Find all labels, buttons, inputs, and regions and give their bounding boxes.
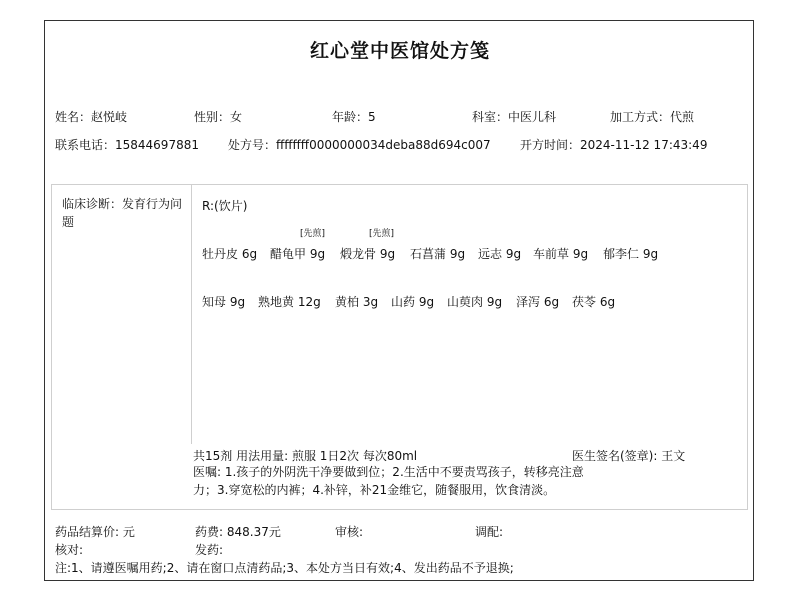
dispense-label: 调配: — [475, 525, 504, 539]
medical-advice: 医嘱: 1.孩子的外阴洗干净要做到位；2.生活中不要责骂孩子，转移亮注意力；3.穿宽松的内裤；4.补锌，补21金维它，随餐服用，饮食清淡。 — [193, 465, 584, 497]
patient-gender: 性别：女 — [194, 110, 243, 124]
herb-item: 车前草 9g — [533, 247, 589, 261]
page-title: 红心堂中医馆处方笺 — [309, 40, 490, 62]
herb-item: 牡丹皮 6g — [202, 247, 258, 261]
herb-note: [先煎] — [300, 229, 326, 239]
herb-item: 山萸肉 9g — [447, 295, 503, 309]
herb-item: 黄柏 3g — [335, 295, 379, 309]
herb-item: 山药 9g — [391, 295, 435, 309]
patient-age: 年龄：5 — [332, 110, 376, 124]
issue-label: 发药: — [195, 543, 224, 557]
herb-item: 知母 9g — [202, 295, 246, 309]
clinical-diagnosis: 临床诊断：发育行为问题 — [62, 197, 183, 229]
patient-dept: 科室：中医儿科 — [472, 110, 557, 124]
check-label: 核对: — [55, 543, 84, 557]
prescription-number: 处方号：ffffffff0000000034deba88d694c007 — [228, 138, 491, 152]
herb-item: 石菖蒲 9g — [410, 247, 466, 261]
review-label: 审核: — [335, 525, 364, 539]
process-method: 加工方式：代煎 — [610, 110, 695, 124]
patient-phone: 联系电话：15844697881 — [55, 138, 199, 152]
prescription-time: 开方时间：2024-11-12 17:43:49 — [520, 138, 708, 152]
drug-fee: 药费: 848.37元 — [195, 525, 281, 539]
herb-item: 熟地黄 12g — [258, 295, 321, 309]
patient-name: 姓名：赵悦岐 — [55, 110, 128, 124]
doctor-signature: 医生签名(签章): 王文 — [572, 449, 686, 463]
herb-item: 茯苓 6g — [572, 295, 616, 309]
rx-header: R:(饮片) — [202, 199, 248, 213]
herb-item: 郁李仁 9g — [603, 247, 659, 261]
herb-item: 醋龟甲 9g — [270, 247, 326, 261]
footer-notes: 注:1、请遵医嘱用药;2、请在窗口点清药品;3、本处方当日有效;4、发出药品不予退换; — [55, 561, 514, 575]
herb-item: 煅龙骨 9g — [340, 247, 396, 261]
herb-item: 远志 9g — [478, 247, 522, 261]
usage-dosage: 共15剂 用法用量: 煎服 1日2次 每次80ml — [193, 449, 418, 463]
column-divider — [191, 185, 192, 444]
herb-item: 泽泻 6g — [516, 295, 560, 309]
herb-note: [先煎] — [369, 229, 395, 239]
settle-price: 药品结算价: 元 — [55, 525, 135, 539]
